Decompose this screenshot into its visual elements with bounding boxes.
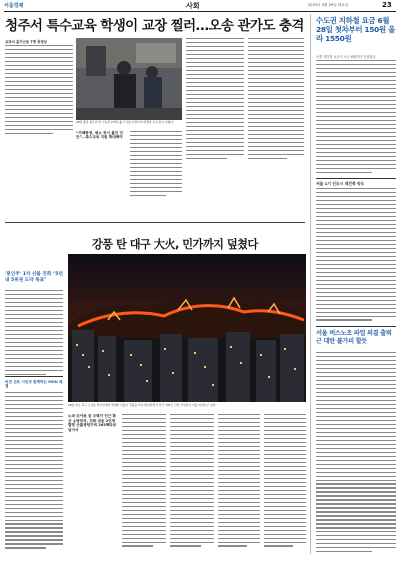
feature-body-col1 <box>122 414 166 549</box>
feature-photo-caption: 28일 대구 북구 노곡동 함지산에서 발생한 산불이 강풍을 타고 확산되면서 인근 아파트 단지 주민들이 이를 지켜보고 있다. <box>68 403 217 407</box>
lead-photo-image <box>76 38 182 120</box>
right-column-divider <box>310 14 311 554</box>
feature-body-col4 <box>264 414 306 549</box>
feature-column-head: 노곡·조야동 등 주택가 인근 확산 소방당국, 진화 대응 2단계 발령 산불영향구역 262헥타르 넘어서 <box>68 414 117 432</box>
left-subhead: 비전 선포 시민과 함께하는 MOU 체결 <box>5 380 63 389</box>
masthead-rule <box>4 11 396 12</box>
right-rule-1 <box>316 178 396 179</box>
section-label: 사회 <box>186 2 200 10</box>
page-number: 23 <box>382 1 392 9</box>
feature-headline: 강풍 탄 대구 大火, 민가까지 덮쳤다 <box>92 238 258 251</box>
right-headline: 수도권 지하철 요금 6월 28일 첫차부터 150원 올라 1550원 <box>316 16 395 43</box>
lead-body-col2 <box>130 131 182 199</box>
right-body-2 <box>316 188 396 323</box>
lead-body-col4 <box>248 38 304 162</box>
right-subhead: 서울 지하철 요금이 오는 6월부터 인상된다 <box>316 55 376 59</box>
left-body-1 <box>5 290 63 378</box>
right-side-head: 서울 1기 신도시 재건축 속도 <box>316 181 365 186</box>
right-body-3 <box>316 352 396 555</box>
lead-body-col1 <box>5 45 73 137</box>
feature-photo <box>68 254 306 402</box>
right-body-1 <box>316 60 396 176</box>
wildfire-photo-image <box>68 254 306 402</box>
page-date: 2025년 4월 29일 화요일 <box>308 3 349 7</box>
left-rule <box>5 376 63 377</box>
right-bottom-headline: 서울 버스노조 파업 의결 출퇴근 대란 불가피 할듯 <box>316 330 392 345</box>
paper-name: 서울경제 <box>4 3 24 9</box>
lead-column-head: “가해학생, 평소 정서 불안 진단”…특수교육 지원 확대해야 <box>76 131 123 140</box>
lead-headline: 청주서 특수교육 학생이 교장 찔러…오송 관가도 충격 <box>5 18 304 34</box>
lead-photo-caption: 28일 충북 청주의 한 고등학교에서 흉기 난동이 벌어져 학생과 교사 등이 다쳤다. <box>76 120 174 124</box>
left-headline: '통인주' 1자 산불 진화 "5년내 5위권 도약 목표" <box>5 272 63 283</box>
lead-photo <box>76 38 182 120</box>
lead-subhead: 교과서 흉기난동 7명 중경상 <box>5 40 47 44</box>
feature-body-col3 <box>218 414 260 549</box>
right-rule-2 <box>316 326 396 327</box>
feature-body-col2 <box>170 414 214 549</box>
lead-body-col3 <box>186 38 244 162</box>
left-body-2 <box>5 392 63 551</box>
lead-bottom-rule <box>5 222 305 223</box>
